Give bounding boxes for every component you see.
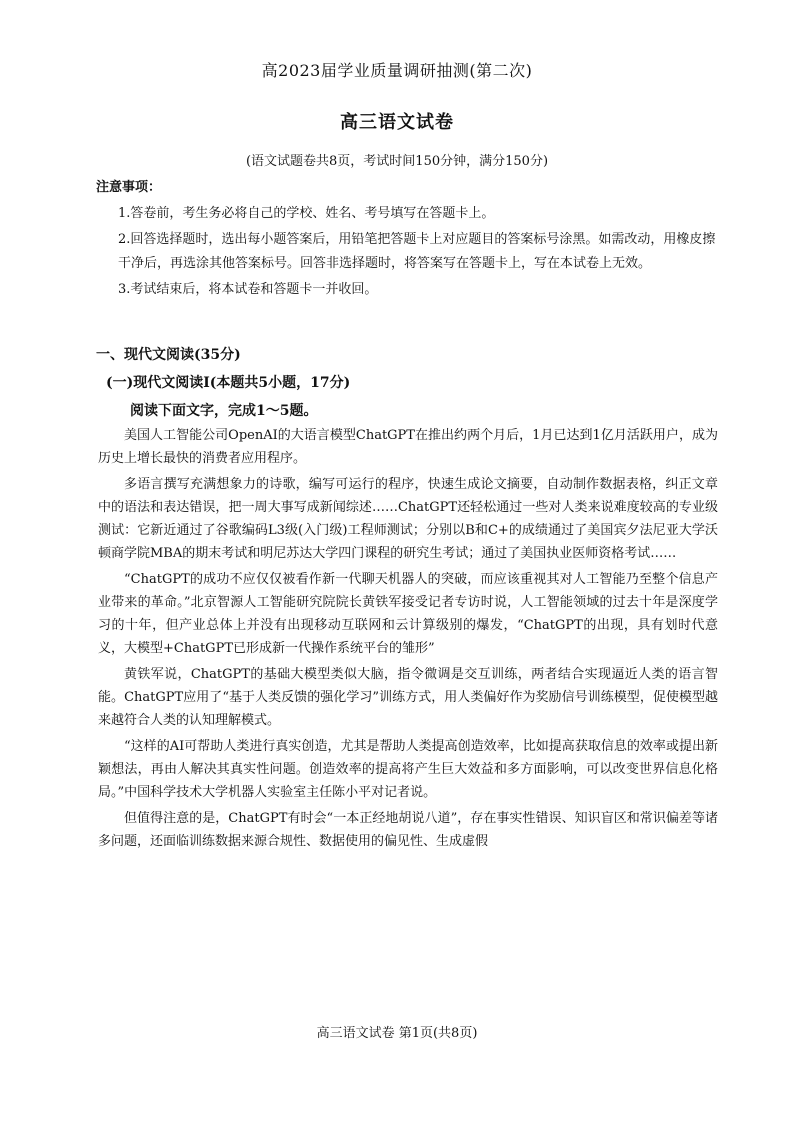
passage-paragraph-1: 美国人工智能公司OpenAI的大语言模型ChatGPT在推出约两个月后，1月已达到1亿月活跃用户，成为历史上增长最快的消费者应用程序。 <box>98 428 718 466</box>
passage-paragraph-2: 多语言撰写充满想象力的诗歌，编写可运行的程序，快速生成论文摘要，自动制作数据表格，纠正文章中的语法和表达错误，把一周大事写成新闻综述……ChatGPT还轻松通过一些对人类来说难度较高的专业级测试：它新近通过了谷歌编码L3级(入门级)工程师测试；分别以B和C+的成绩通过了美国宾夕法尼亚大学沃顿商学院MBA的期末考试和明尼苏达大学四门课程的研究生考试；通过了美国执业医师资格考试…… <box>98 477 718 561</box>
notice-title: 注意事项： <box>96 180 162 195</box>
passage-paragraph-5: “这样的AI可帮助人类进行真实创造，尤其是帮助人类提高创造效率，比如提高获取信息的效率或提出新颖想法，再由人解决其真实性问题。创造效率的提高将产生巨大效益和多方面影响，可以改变世界信息化格局。”中国科学技术大学机器人实验室主任陈小平对记者说。 <box>98 739 718 800</box>
passage-paragraph-6: 但值得注意的是，ChatGPT有时会“一本正经地胡说八道”，存在事实性错误、知识盲区和常识偏差等诸多问题，还面临训练数据来源合规性、数据使用的偏见性、生成虚假 <box>98 811 718 849</box>
passage-paragraph-4: 黄铁军说，ChatGPT的基础大模型类似大脑，指令微调是交互训练，两者结合实现逼近人类的语言智能。ChatGPT应用了“基于人类反馈的强化学习”训练方式，用人类偏好作为奖励信号训练模型，促使模型越来越符合人类的认知理解模式。 <box>98 667 718 728</box>
page-footer: 高三语文试卷 第1页(共8页) <box>316 1026 478 1041</box>
exam-meta-info: (语文试题卷共8页，考试时间150分钟，满分150分) <box>245 154 549 169</box>
notice-item-2: 2.回答选择题时，选出每小题答案后，用铅笔把答题卡上对应题目的答案标号涂黑。如需改动，用橡皮擦干净后，再选涂其他答案标号。回答非选择题时，将答案写在答题卡上，写在本试卷上无效。 <box>118 232 716 271</box>
section-title: 一、现代文阅读(35分) <box>96 347 241 363</box>
notice-item-1: 1.答卷前，考生务必将自己的学校、姓名、考号填写在答题卡上。 <box>118 206 495 221</box>
notice-block <box>96 176 716 302</box>
reading-instruction: 阅读下面文字，完成1～5题。 <box>130 403 318 419</box>
paper-title: 高三语文试卷 <box>340 112 454 133</box>
subsection-title: (一)现代文阅读Ⅰ(本题共5小题，17分) <box>106 375 351 391</box>
exam-name: 高2023届学业质量调研抽测(第二次) <box>261 61 533 80</box>
reading-passage <box>98 424 718 856</box>
passage-paragraph-3: “ChatGPT的成功不应仅仅被看作新一代聊天机器人的突破，而应该重视其对人工智能乃至整个信息产业带来的革命。”北京智源人工智能研究院院长黄铁军接受记者专访时说，人工智能领域的过去十年是深度学习的十年，但产业总体上并没有出现移动互联网和云计算级别的爆发，“ChatGPT的出现，具有划时代意义，大模型+ChatGPT已形成新一代操作系统平台的雏形” <box>98 572 718 656</box>
notice-item-3: 3.考试结束后，将本试卷和答题卡一并收回。 <box>118 282 378 297</box>
